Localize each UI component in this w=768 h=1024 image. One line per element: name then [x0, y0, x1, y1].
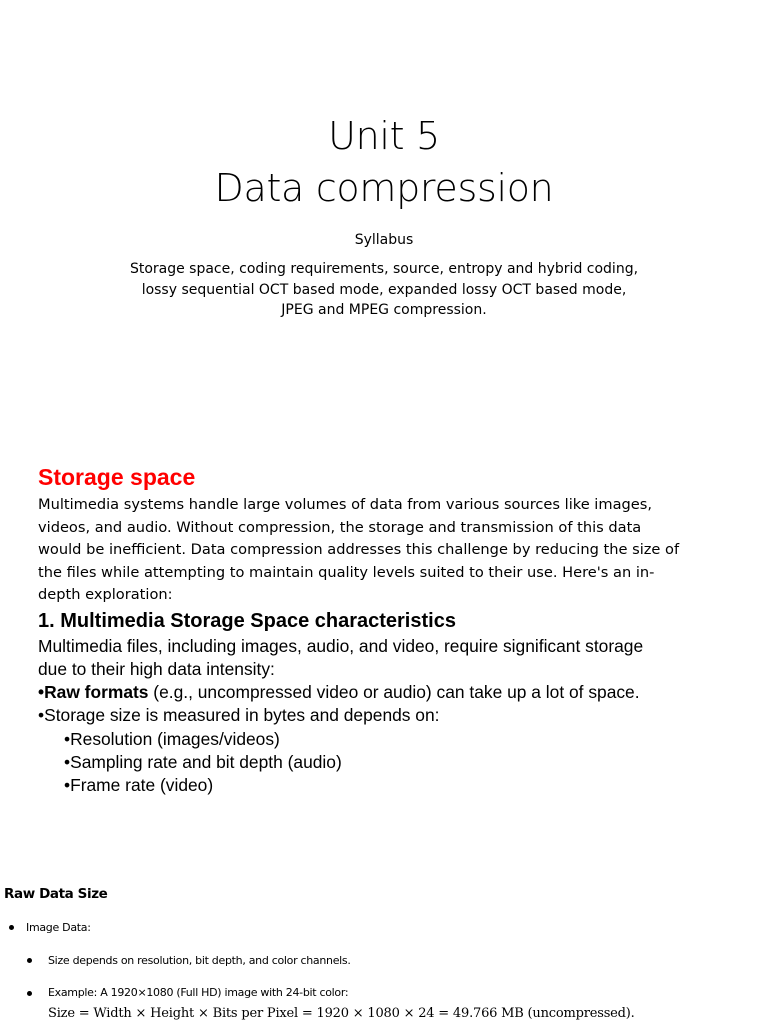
- storage-space-intro: [38, 494, 764, 607]
- syllabus-heading: Syllabus: [354, 232, 414, 248]
- syllabus-line: lossy sequential OCT based mode, expanded lossy OCT based mode,: [141, 281, 627, 298]
- bullet-icon: [9, 925, 14, 930]
- characteristics-heading: 1. Multimedia Storage Space characteristics: [38, 610, 456, 632]
- raw-formats-item: [38, 681, 640, 704]
- intro-line: videos, and audio. Without compression, the storage and transmission of this data: [38, 518, 642, 536]
- title-topic: Data compression: [214, 166, 554, 210]
- intro-line: depth exploration:: [38, 586, 173, 603]
- characteristics-text: Multimedia files, including images, audio, and video, require significant storage: [38, 636, 644, 656]
- characteristics-text: due to their high data intensity:: [38, 659, 275, 679]
- intro-line: the files while attempting to maintain quality levels suited to their use. Here's an in-: [38, 563, 655, 581]
- bullet-icon: [27, 991, 32, 996]
- list-item: •Sampling rate and bit depth (audio): [64, 752, 342, 772]
- size-formula: Size = Width × Height × Bits per Pixel = 1920 × 1080 × 24 = 49.766 MB (uncompressed).: [48, 1006, 635, 1021]
- storage-space-heading: Storage space: [38, 464, 196, 490]
- list-item: •Resolution (images/videos): [64, 729, 280, 749]
- raw-formats-text: (e.g., uncompressed video or audio) can take up a lot of space.: [148, 682, 640, 702]
- raw-formats-label: •Raw formats: [38, 682, 149, 702]
- raw-data-heading: Raw Data Size: [4, 886, 108, 902]
- intro-line: would be inefficient. Data compression addresses this challenge by reducing the size of: [38, 541, 680, 558]
- syllabus-line: Storage space, coding requirements, source, entropy and hybrid coding,: [129, 261, 639, 277]
- list-item: •Frame rate (video): [64, 775, 214, 795]
- title-unit: Unit 5: [328, 114, 440, 158]
- size-depends-item: Size depends on resolution, bit depth, and color channels.: [48, 954, 351, 967]
- example-item: Example: A 1920×1080 (Full HD) image with 24-bit color:: [48, 986, 349, 999]
- bullet-icon: [27, 958, 32, 963]
- syllabus-line: JPEG and MPEG compression.: [281, 302, 487, 318]
- storage-size-item: •Storage size is measured in bytes and depends on:: [38, 705, 440, 725]
- syllabus-text: [84, 259, 684, 321]
- intro-line: Multimedia systems handle large volumes of data from various sources like images,: [38, 496, 653, 513]
- image-data-item: Image Data:: [26, 921, 91, 934]
